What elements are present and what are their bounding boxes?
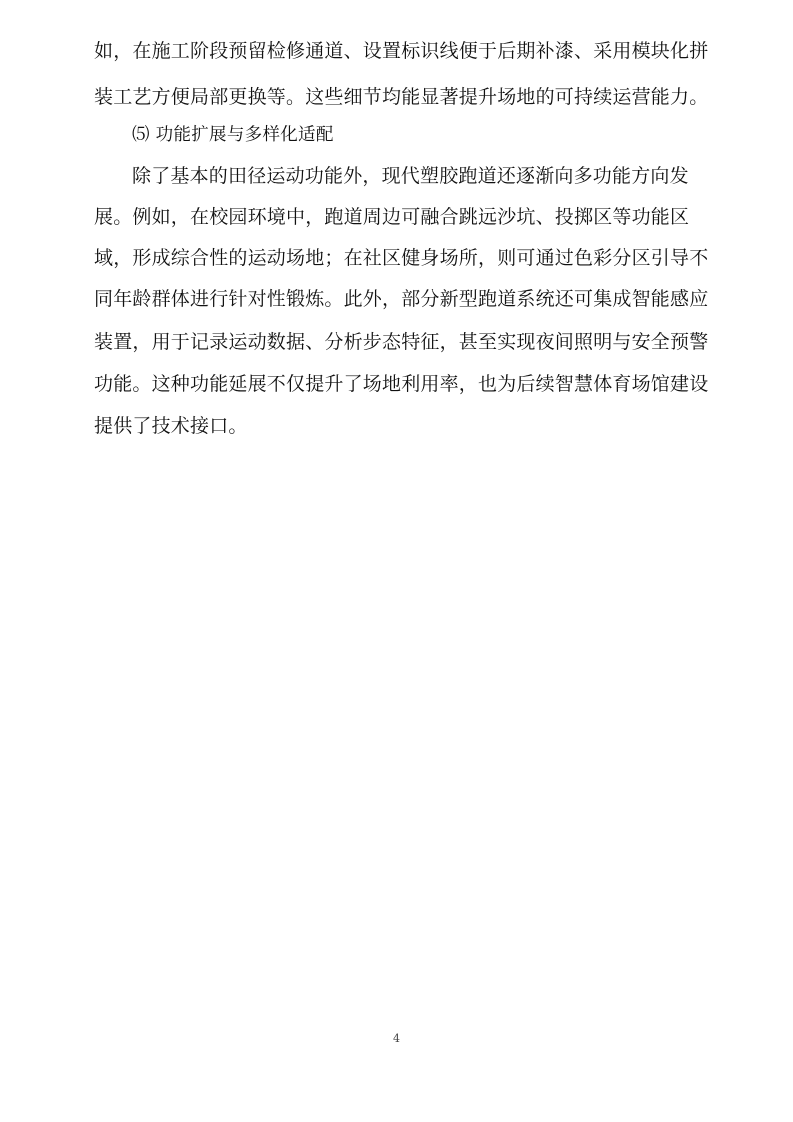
paragraph-line: 功能。这种功能延展不仅提升了场地利用率，也为后续智慧体育场馆建设 (94, 373, 709, 395)
paragraph-line: 装工艺方便局部更换等。这些细节均能显著提升场地的可持续运营能力。 (94, 86, 709, 108)
paragraph-line: 展。例如，在校园环境中，跑道周边可融合跳远沙坑、投掷区等功能区 (94, 206, 690, 228)
paragraph-line: 装置，用于记录运动数据、分析步态特征，甚至实现夜间照明与安全预警 (94, 331, 709, 353)
page-number: 4 (393, 1032, 400, 1045)
paragraph-line: 除了基本的田径运动功能外，现代塑胶跑道还逐渐向多功能方向发 (132, 165, 689, 187)
section-heading: ⑸ 功能扩展与多样化适配 (132, 125, 334, 145)
paragraph-line: 如，在施工阶段预留检修通道、设置标识线便于后期补漆、采用模块化拼 (94, 40, 709, 62)
paragraph-line: 同年龄群体进行针对性锻炼。此外，部分新型跑道系统还可集成智能感应 (94, 288, 709, 310)
paragraph-line: 域，形成综合性的运动场地；在社区健身场所，则可通过色彩分区引导不 (94, 247, 709, 269)
paragraph-line: 提供了技术接口。 (94, 415, 248, 437)
